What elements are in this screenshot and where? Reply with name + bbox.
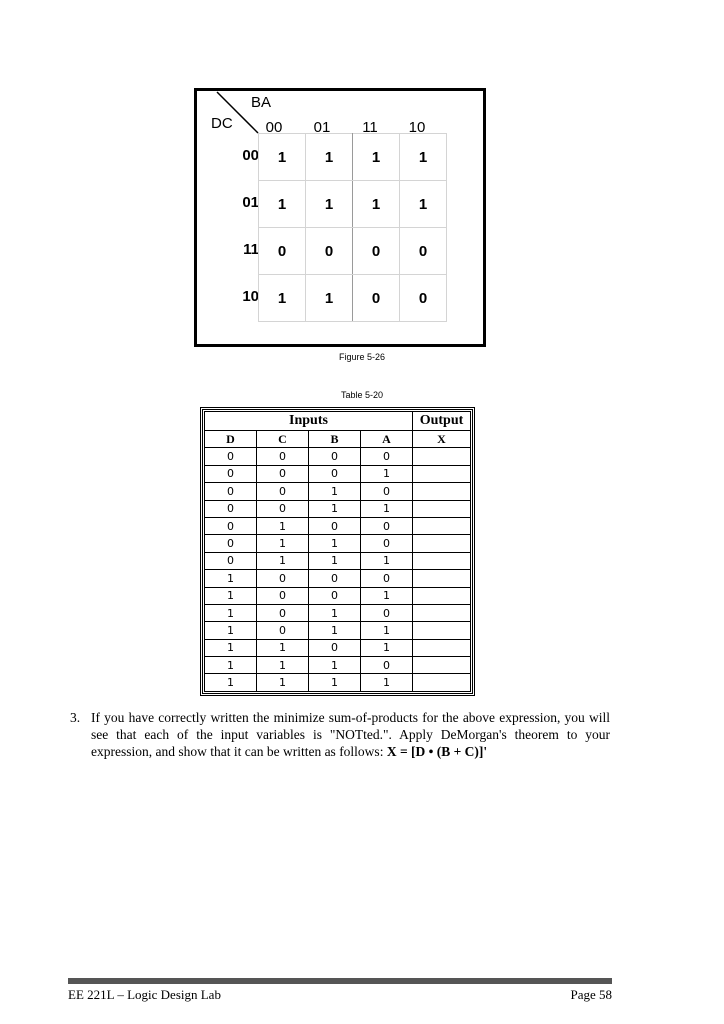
- table-cell: 0: [309, 465, 361, 482]
- table-cell: 1: [205, 587, 257, 604]
- table-cell: 0: [257, 587, 309, 604]
- table-cell: 1: [257, 639, 309, 656]
- table-cell: 1: [309, 483, 361, 500]
- table-cell: 1: [205, 674, 257, 691]
- question-text: If you have correctly written the minimize sum-of-products for the above expression, you will see that each of the input variables is "NOTted.". Apply DeMorgan's theorem to your expression, and show that it can be written as follows:: [91, 710, 610, 759]
- kmap-cell: 1: [353, 134, 400, 181]
- output-cell: [413, 448, 471, 465]
- table-row: [205, 552, 471, 569]
- table-cell: 1: [309, 657, 361, 674]
- output-cell: [413, 500, 471, 517]
- output-cell: [413, 587, 471, 604]
- table-cell: 0: [361, 657, 413, 674]
- output-cell: [413, 517, 471, 534]
- table-cell: 0: [205, 517, 257, 534]
- table-cell: 1: [361, 674, 413, 691]
- column-header-x: X: [413, 431, 471, 448]
- kmap-cell: 1: [353, 181, 400, 228]
- kmap-cell: 0: [400, 228, 447, 275]
- table-row: [205, 587, 471, 604]
- table-cell: 1: [309, 500, 361, 517]
- kmap-row-header: 10: [242, 288, 259, 305]
- inputs-group-header: Inputs: [205, 412, 413, 431]
- kmap-cell: 1: [259, 134, 306, 181]
- footer-page-number: Page 58: [570, 987, 612, 1002]
- table-cell: 0: [361, 570, 413, 587]
- kmap-cell: 1: [400, 134, 447, 181]
- table-cell: 0: [257, 483, 309, 500]
- truth-table-body: [205, 448, 471, 691]
- table-cell: 0: [309, 448, 361, 465]
- table-cell: 0: [361, 535, 413, 552]
- table-cell: 1: [205, 639, 257, 656]
- kmap-cell: 0: [259, 228, 306, 275]
- truth-table-frame: [200, 407, 475, 696]
- table-cell: 0: [205, 448, 257, 465]
- table-cell: 1: [309, 535, 361, 552]
- output-cell: [413, 570, 471, 587]
- table-cell: 1: [257, 517, 309, 534]
- kmap-cell: 1: [306, 181, 353, 228]
- kmap-cell: 0: [400, 275, 447, 322]
- table-row: [205, 622, 471, 639]
- table-row: [205, 483, 471, 500]
- table-cell: 1: [205, 657, 257, 674]
- kmap-row-header: 11: [243, 241, 259, 258]
- kmap-col-header: 01: [313, 119, 331, 136]
- question-number: 3.: [70, 710, 81, 725]
- table-cell: 0: [205, 552, 257, 569]
- table-cell: 0: [257, 465, 309, 482]
- column-header-c: C: [257, 431, 309, 448]
- table-row: [205, 500, 471, 517]
- table-cell: 0: [257, 622, 309, 639]
- kmap-row-variable: DC: [211, 115, 233, 132]
- table-cell: 0: [361, 448, 413, 465]
- table-row: [205, 535, 471, 552]
- kmap-col-header: 00: [265, 119, 283, 136]
- output-cell: [413, 604, 471, 621]
- kmap-row-header: 00: [242, 147, 259, 164]
- table-row: [205, 465, 471, 482]
- table-row: [205, 674, 471, 691]
- table-cell: 1: [205, 570, 257, 587]
- table-cell: 1: [257, 535, 309, 552]
- kmap-cell: 1: [306, 134, 353, 181]
- table-cell: 1: [309, 604, 361, 621]
- kmap-col-header: 10: [408, 119, 426, 136]
- karnaugh-map: [194, 88, 486, 347]
- table-cell: 0: [309, 517, 361, 534]
- table-caption: Table 5-20: [340, 390, 384, 400]
- output-cell: [413, 535, 471, 552]
- table-cell: 0: [309, 639, 361, 656]
- output-cell: [413, 483, 471, 500]
- table-cell: 1: [257, 552, 309, 569]
- table-row: [205, 570, 471, 587]
- table-cell: 0: [205, 465, 257, 482]
- kmap-cell: 1: [259, 275, 306, 322]
- output-cell: [413, 465, 471, 482]
- table-cell: 0: [257, 500, 309, 517]
- output-cell: [413, 657, 471, 674]
- kmap-cell: 0: [353, 228, 400, 275]
- table-row: [205, 517, 471, 534]
- table-cell: 0: [257, 448, 309, 465]
- table-cell: 1: [361, 622, 413, 639]
- table-cell: 0: [257, 604, 309, 621]
- table-cell: 0: [257, 570, 309, 587]
- table-cell: 1: [361, 465, 413, 482]
- table-cell: 0: [205, 500, 257, 517]
- table-cell: 1: [309, 622, 361, 639]
- footer-rule: [68, 978, 612, 984]
- question-3: [70, 709, 610, 760]
- table-row: [205, 604, 471, 621]
- kmap-grid: [258, 133, 447, 322]
- table-cell: 1: [205, 604, 257, 621]
- table-cell: 1: [257, 674, 309, 691]
- table-cell: 1: [361, 587, 413, 604]
- kmap-cell: 0: [306, 228, 353, 275]
- table-cell: 0: [361, 517, 413, 534]
- truth-table: [204, 411, 471, 692]
- figure-caption: Figure 5-26: [338, 352, 386, 362]
- output-group-header: Output: [413, 412, 471, 431]
- table-cell: 0: [309, 570, 361, 587]
- table-row: [205, 448, 471, 465]
- table-cell: 1: [361, 500, 413, 517]
- table-cell: 1: [309, 674, 361, 691]
- table-row: [205, 657, 471, 674]
- column-header-d: D: [205, 431, 257, 448]
- table-cell: 0: [361, 483, 413, 500]
- question-formula: X = [D • (B + C)]': [386, 744, 488, 759]
- output-cell: [413, 674, 471, 691]
- output-cell: [413, 622, 471, 639]
- table-cell: 1: [205, 622, 257, 639]
- table-row: [205, 639, 471, 656]
- table-cell: 0: [309, 587, 361, 604]
- output-cell: [413, 639, 471, 656]
- output-cell: [413, 552, 471, 569]
- table-cell: 1: [309, 552, 361, 569]
- kmap-cell: 1: [259, 181, 306, 228]
- table-cell: 0: [205, 483, 257, 500]
- kmap-cell: 1: [400, 181, 447, 228]
- kmap-row-header: 01: [242, 194, 259, 211]
- table-cell: 0: [361, 604, 413, 621]
- kmap-col-header: 11: [362, 119, 378, 136]
- table-cell: 1: [257, 657, 309, 674]
- kmap-column-variable: BA: [251, 94, 272, 111]
- kmap-cell: 1: [306, 275, 353, 322]
- table-cell: 0: [205, 535, 257, 552]
- table-cell: 1: [361, 552, 413, 569]
- column-header-a: A: [361, 431, 413, 448]
- column-header-b: B: [309, 431, 361, 448]
- footer-course: EE 221L – Logic Design Lab: [68, 987, 221, 1002]
- kmap-cell: 0: [353, 275, 400, 322]
- question-text-block: [91, 709, 610, 760]
- table-cell: 1: [361, 639, 413, 656]
